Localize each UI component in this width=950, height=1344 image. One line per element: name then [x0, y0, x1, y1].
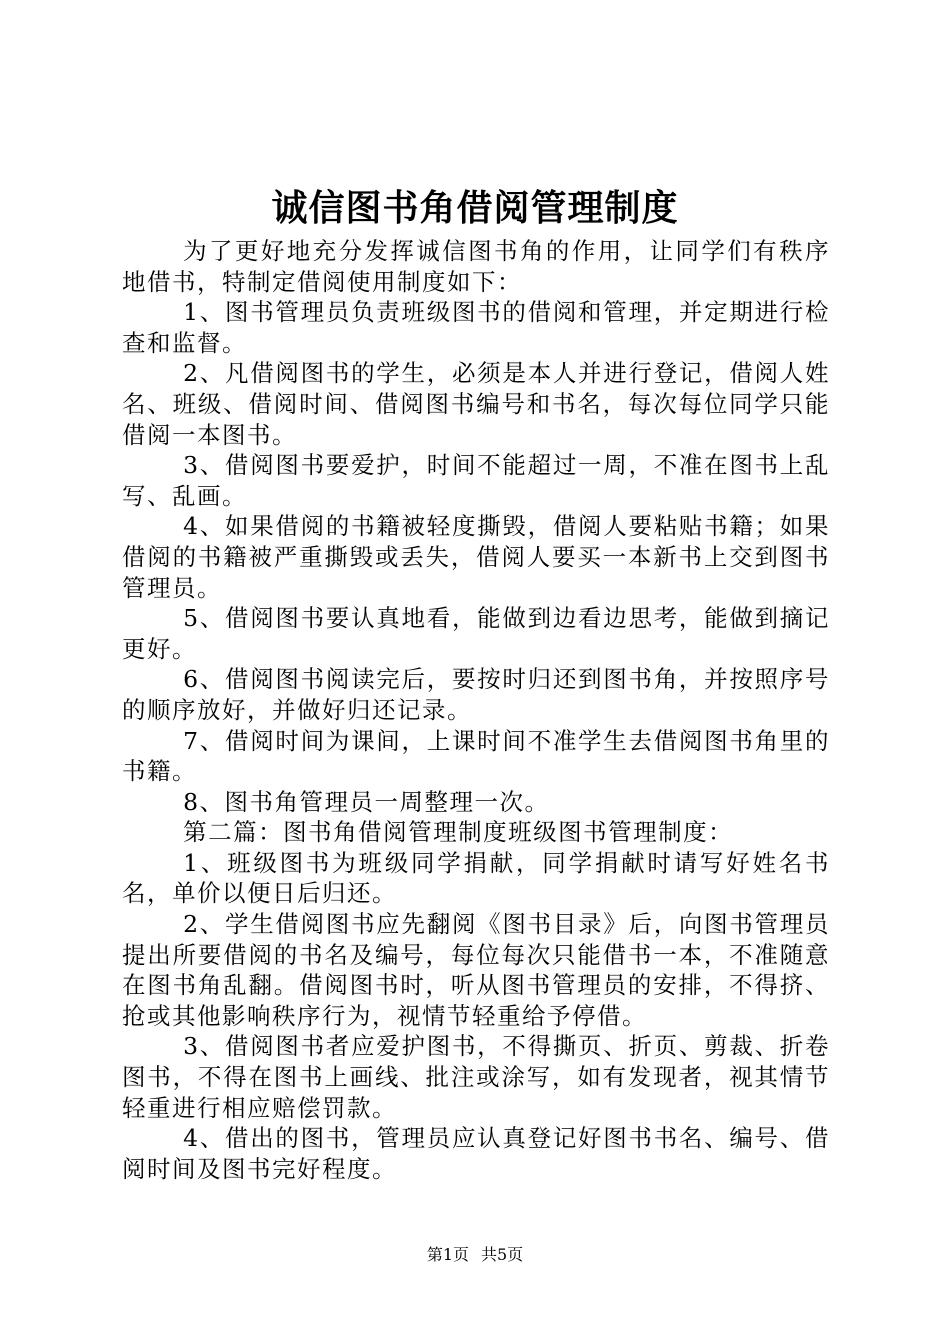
paragraph-part2-rule-4: 4、借出的图书，管理员应认真登记好图书书名、编号、借阅时间及图书完好程度。 — [122, 1124, 830, 1183]
document-title: 诚信图书角借阅管理制度 — [271, 187, 679, 229]
paragraph-rule-6: 6、借阅图书阅读完后，要按时归还到图书角，并按照序号的顺序放好，并做好归还记录。 — [122, 665, 830, 724]
section-heading-part-2: 第二篇：图书角借阅管理制度班级图书管理制度： — [183, 818, 734, 847]
paragraph-rule-2: 2、凡借阅图书的学生，必须是本人并进行登记，借阅人姓名、班级、借阅时间、借阅图书编号和书名，每次每位同学只能借阅一本图书。 — [122, 359, 830, 449]
paragraph-rule-3: 3、借阅图书要爱护，时间不能超过一周，不准在图书上乱写、乱画。 — [122, 451, 830, 510]
page-number: 第1页 — [426, 1245, 469, 1264]
paragraph-rule-8: 8、图书角管理员一周整理一次。 — [183, 787, 550, 816]
paragraph-rule-7: 7、借阅时间为课间，上课时间不准学生去借阅图书角里的书籍。 — [122, 726, 830, 786]
paragraph-part2-rule-3: 3、借阅图书者应爱护图书，不得撕页、折页、剪裁、折卷图书，不得在图书上画线、批注或涂写，如有发现者，视其情节轻重进行相应赔偿罚款。 — [122, 1032, 830, 1122]
page-total: 共5页 — [481, 1245, 524, 1264]
paragraph-rule-4: 4、如果借阅的书籍被轻度撕毁，借阅人要粘贴书籍；如果借阅的书籍被严重撕毁或丢失，借阅人要买一本新书上交到图书管理员。 — [122, 512, 830, 602]
paragraph-intro: 为了更好地充分发挥诚信图书角的作用，让同学们有秩序地借书，特制定借阅使用制度如下： — [122, 237, 830, 296]
paragraph-part2-rule-1: 1、班级图书为班级同学捐献，同学捐献时请写好姓名书名，单价以便日后归还。 — [122, 848, 830, 908]
paragraph-rule-5: 5、借阅图书要认真地看，能做到边看边思考，能做到摘记更好。 — [122, 604, 830, 663]
document-body — [122, 236, 830, 1184]
paragraph-part2-rule-2: 2、学生借阅图书应先翻阅《图书目录》后，向图书管理员提出所要借阅的书名及编号，每位每次只能借书一本，不准随意在图书角乱翻。借阅图书时，听从图书管理员的安排，不得挤、抢或其他影响秩序行为，视情节轻重给予停借。 — [122, 910, 830, 1030]
paragraph-rule-1: 1、图书管理员负责班级图书的借阅和管理，并定期进行检查和监督。 — [122, 298, 830, 357]
page-footer — [0, 1244, 950, 1266]
